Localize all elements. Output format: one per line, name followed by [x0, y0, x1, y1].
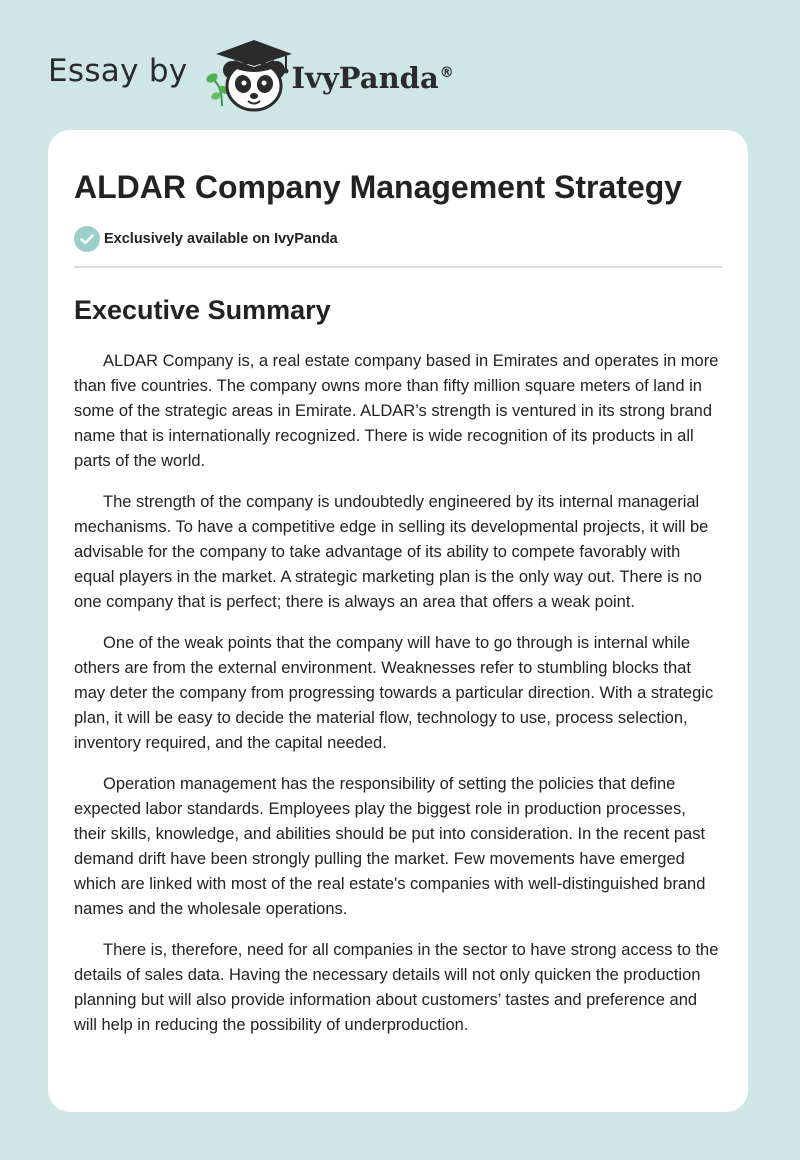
exclusive-badge: [74, 226, 722, 252]
registered-mark: ®: [439, 65, 454, 82]
paragraph: There is, therefore, need for all companies in the sector to have strong access to the details of sales data. Having the necessary details will not only quicken the production planning but will also provide information about customers’ tastes and preference and will help in reducing the possibility of underproduction.: [74, 940, 719, 1034]
paragraph: The strength of the company is undoubtedly engineered by its internal managerial mechanisms. To have a competitive edge in selling its developmental projects, it will be advisable for the company to take advantage of its ability to compete favorably with equal players in the market. A strategic marketing plan is the only way out. There is no one company that is perfect; there is always an area that offers a weak point.: [74, 492, 709, 611]
section-heading: Executive Summary: [74, 295, 331, 326]
essay-card: [48, 130, 748, 1112]
brand-prefix: Essay by: [48, 53, 188, 89]
paragraph: One of the weak points that the company will have to go through is internal while others are from the external environment. Weaknesses refer to stumbling blocks that may deter the company from progressing towards a particular direction. With a strategic plan, it will be easy to decide the material flow, technology to use, process selection, inventory required, and the capital needed.: [74, 633, 714, 752]
panda-graduation-cap-icon[interactable]: [202, 36, 298, 112]
check-circle-icon: [74, 226, 100, 252]
divider: [74, 266, 722, 268]
brand-name[interactable]: [292, 61, 454, 95]
exclusive-badge-text: Exclusively available on IvyPanda: [104, 231, 338, 248]
essay-body: [74, 349, 722, 1038]
essay-title: ALDAR Company Management Strategy: [74, 169, 683, 205]
paragraph: Operation management has the responsibility of setting the policies that define expected labor standards. Employees play the biggest role in production processes, their skills, knowledge, and abilities should be put into consideration. In the recent past demand drift have been strongly pulling the market. Few movements have emerged which are linked with most of the real estate's companies with well-distinguished brand names and the wholesale operations.: [74, 774, 706, 918]
paragraph: ALDAR Company is, a real estate company based in Emirates and operates in more than five countries. The company owns more than fifty million square meters of land in some of the strategic areas in Emirate. ALDAR’s strength is ventured in its strong brand name that is internationally recognized. There is wide recognition of its products in all parts of the world.: [74, 351, 719, 470]
site-header: [48, 34, 454, 114]
brand-name-text: IvyPanda: [291, 61, 439, 95]
